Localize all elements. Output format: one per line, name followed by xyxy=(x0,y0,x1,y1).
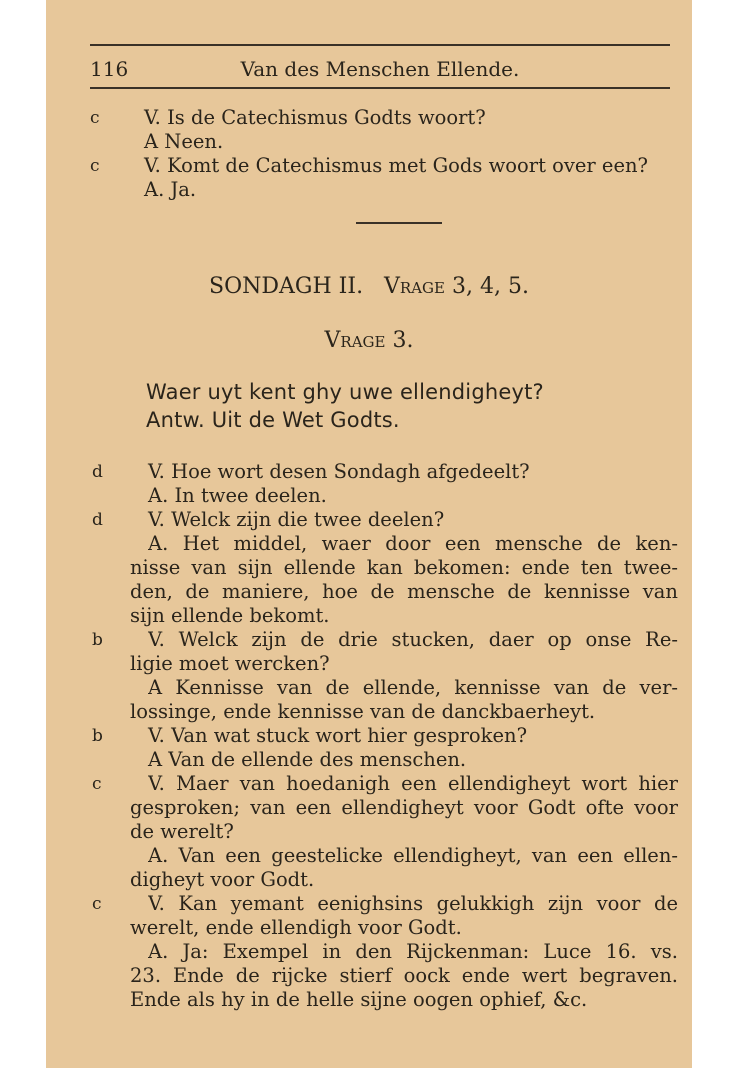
catechism-answer: Antw. Uit de Wet Godts. xyxy=(146,408,400,432)
text-line: lossinge, ende kennisse van de danckbaerheyt. xyxy=(130,700,596,723)
text-line: V. Welck zijn de drie stucken, daer op onse Re- xyxy=(148,628,678,651)
section-divider xyxy=(356,222,442,224)
text-line: A Kennisse van de ellende, kennisse van de ver- xyxy=(148,676,678,699)
text-line: V. Welck zijn die twee deelen? xyxy=(148,508,445,531)
margin-marker: b xyxy=(92,726,103,746)
text-line: nisse van sijn ellende kan bekomen: ende ten twee- xyxy=(130,556,678,579)
book-page xyxy=(46,0,692,1068)
text-line: V. Hoe wort desen Sondagh afgedeelt? xyxy=(148,460,530,483)
section-title-vrage: Vrage 3, 4, 5. xyxy=(384,274,529,299)
margin-marker: d xyxy=(92,510,103,530)
text-line: A. Het middel, waer door een mensche de ken- xyxy=(148,532,678,555)
text-line: ligie moet wercken? xyxy=(130,652,330,675)
text-line: werelt, ende ellendigh voor Godt. xyxy=(130,916,462,939)
text-line: Ende als hy in de helle sijne oogen ophief, &c. xyxy=(130,988,588,1011)
text-line: A. Van een geestelicke ellendigheyt, van een ellen- xyxy=(148,844,678,867)
margin-marker: c xyxy=(90,156,100,176)
text-line: V. Is de Catechismus Godts woort? xyxy=(144,106,486,129)
margin-marker: c xyxy=(92,894,102,914)
text-line: A Van de ellende des menschen. xyxy=(148,748,467,771)
running-title: Van des Menschen Ellende. xyxy=(240,57,520,81)
text-line: 23. Ende de rijcke stierf oock ende wert begraven. xyxy=(130,964,678,987)
margin-marker: d xyxy=(92,462,103,482)
text-line: gesproken; van een ellendigheyt voor Godt ofte voor xyxy=(130,796,678,819)
page-number: 116 xyxy=(90,57,129,81)
text-line: A. In twee deelen. xyxy=(148,484,327,507)
text-line: den, de maniere, hoe de mensche de kennisse van xyxy=(130,580,678,603)
margin-marker: c xyxy=(90,108,100,128)
text-line: V. Van wat stuck wort hier gesproken? xyxy=(148,724,528,747)
text-line: V. Maer van hoedanigh een ellendigheyt wort hier xyxy=(148,772,678,795)
text-line: de werelt? xyxy=(130,820,234,843)
running-header xyxy=(90,56,670,82)
section-title-main: SONDAGH II. xyxy=(209,274,364,299)
header-bottom-rule xyxy=(90,87,670,89)
text-line: digheyt voor Godt. xyxy=(130,868,315,891)
section-heading xyxy=(46,272,692,302)
margin-marker: c xyxy=(92,774,102,794)
text-line: V. Komt de Catechismus met Gods woort over een? xyxy=(144,154,649,177)
text-line: A Neen. xyxy=(144,130,224,153)
question-subheading: Vrage 3. xyxy=(324,328,414,353)
text-line: A. Ja: Exempel in den Rijckenman: Luce 16. vs. xyxy=(148,940,678,963)
text-line: V. Kan yemant eenighsins gelukkigh zijn voor de xyxy=(148,892,678,915)
header-top-rule xyxy=(90,44,670,46)
text-line: A. Ja. xyxy=(144,178,197,201)
catechism-question: Waer uyt kent ghy uwe ellendigheyt? xyxy=(146,380,544,404)
margin-marker: b xyxy=(92,630,103,650)
text-line: sijn ellende bekomt. xyxy=(130,604,330,627)
